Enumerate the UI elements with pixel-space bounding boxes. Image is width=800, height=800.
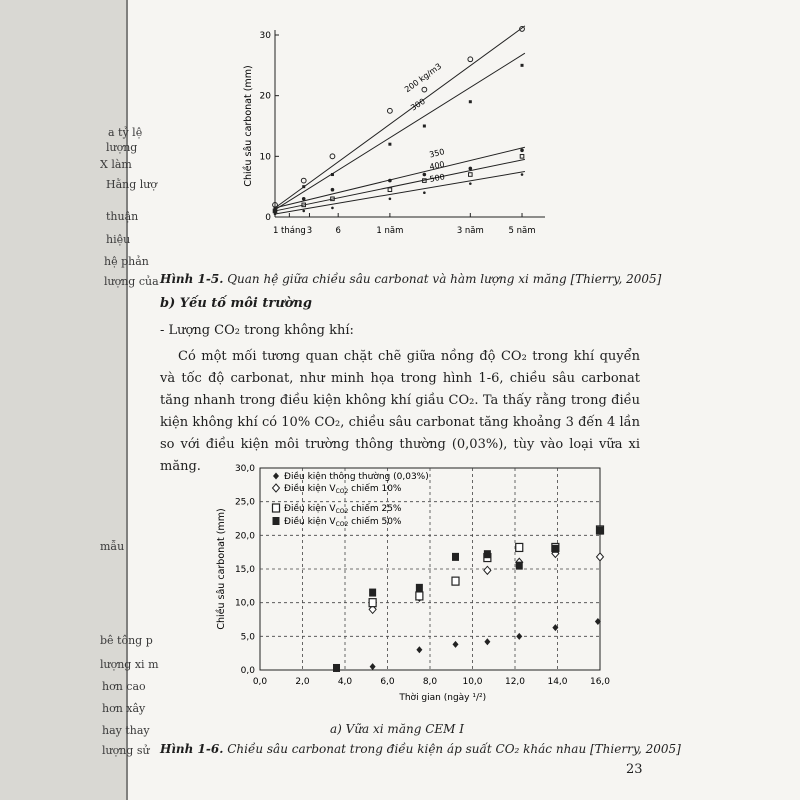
legend-entry (284, 483, 402, 495)
legend-marker (273, 504, 280, 512)
data-point (302, 210, 305, 213)
left-fragment: mẫu (100, 540, 125, 553)
legend-text: chiếm 25% (348, 504, 402, 514)
legend-subscript: CO2 (335, 488, 349, 495)
legend-text: Điều kiện V (284, 484, 336, 494)
section-heading-environment: b) Yếu tố môi trường (160, 296, 312, 311)
left-fragment: lượng của (104, 275, 159, 288)
legend-entry (284, 471, 429, 482)
data-point (331, 207, 334, 210)
x-tick-label: 1 tháng (272, 226, 306, 236)
left-fragment: thuận (106, 210, 139, 223)
data-point (369, 599, 376, 607)
data-point (330, 154, 335, 159)
figure-caption-1-6 (160, 742, 681, 756)
legend-text: chiếm 10% (348, 484, 402, 494)
data-point (469, 173, 473, 177)
data-point (416, 584, 423, 592)
x-axis-label: Thời gian (ngày ¹/²) (399, 693, 487, 703)
left-fragment: hay thay (102, 724, 150, 737)
left-fragment: Hằng lượ (106, 178, 157, 191)
paragraph-co2: Có một mối tương quan chặt chẽ giữa nồng độ CO₂ trong khí quyển và tốc độ carbonat, như minh họa trong hình 1-6, chiều sâu carbonat tăng nhanh trong điều kiện không khí giầu CO₂. Ta thấy rằng trong điều kiện không khí có 10% CO₂, chiều sâu carbonat tăng khoảng 3 đến 4 lần so với điều kiện môi trường thông thường (0,03%), tùy vào loại vữa xi măng. (160, 349, 640, 474)
data-point (423, 191, 426, 194)
legend-entry (284, 503, 402, 515)
data-point (516, 543, 523, 551)
data-point (452, 577, 459, 585)
data-point (422, 87, 427, 92)
data-point (484, 550, 491, 558)
data-point (331, 173, 334, 176)
x-tick-label: 4,0 (337, 677, 353, 687)
data-point (302, 185, 305, 188)
x-tick-label: 3 năm (456, 226, 484, 236)
data-point (370, 663, 376, 670)
x-tick-label: 12,0 (504, 677, 526, 687)
data-point (453, 641, 459, 648)
x-tick-label: 0,0 (252, 677, 268, 687)
data-point (389, 198, 392, 201)
series-label: 350 (428, 147, 446, 160)
y-tick-label: 0,0 (240, 666, 255, 676)
y-tick-label: 10,0 (234, 598, 255, 609)
x-tick-label: 10,0 (462, 677, 483, 687)
data-point (468, 57, 473, 62)
data-point (423, 125, 426, 128)
legend-marker (273, 473, 279, 480)
series-label: 300 (409, 96, 427, 113)
carbonation-co2-chart (208, 458, 628, 708)
y-tick-label: 10 (259, 152, 271, 163)
data-point (484, 566, 491, 574)
data-point (597, 527, 604, 535)
left-fragment: bê tông p (100, 634, 153, 647)
figure-number: Hình 1-6. (160, 742, 224, 756)
left-fragment: hiệu (106, 233, 131, 246)
data-point (516, 562, 523, 570)
legend-marker (273, 484, 280, 492)
series-line (275, 26, 525, 208)
carbonation-cement-chart (243, 25, 585, 265)
data-point (552, 545, 559, 553)
data-point (516, 633, 522, 640)
y-tick-label: 20,0 (234, 531, 255, 542)
left-fragment: lượng xi m (100, 658, 159, 671)
legend-marker (273, 517, 280, 525)
figure-number: Hình 1-5. (160, 272, 224, 286)
legend-entry (284, 516, 402, 528)
data-point (388, 188, 392, 192)
caption-text: Chiều sâu carbonat trong điều kiện áp suất CO₂ khác nhau [Thierry, 2005] (223, 742, 681, 756)
data-point (520, 148, 524, 152)
data-point (416, 592, 423, 600)
left-fragment: hơn xây (102, 702, 146, 715)
x-tick-label: 1 năm (376, 226, 404, 236)
x-tick-label: 6,0 (380, 677, 395, 687)
y-tick-label: 30 (259, 31, 271, 41)
figure-subcaption: a) Vữa xi măng CEM I (330, 722, 464, 736)
x-tick-label: 16,0 (589, 677, 611, 687)
y-axis-label: Chiều sâu carbonat (mm) (216, 508, 227, 630)
y-tick-label: 15,0 (234, 565, 255, 575)
data-point (387, 108, 392, 113)
data-point (597, 553, 604, 561)
data-point (302, 197, 306, 201)
series-label: 200 kg/m3 (403, 61, 444, 95)
legend-text: Điều kiện V (284, 504, 336, 514)
data-point (416, 646, 422, 653)
data-point (331, 188, 335, 192)
left-fragment: lượng (106, 141, 138, 154)
series-line (275, 159, 525, 211)
x-tick-label: 2,0 (295, 677, 310, 687)
x-tick-label: 5 năm (508, 226, 536, 236)
x-tick-label: 6 (335, 226, 341, 236)
y-tick-label: 0 (265, 213, 271, 223)
data-point (469, 100, 472, 103)
data-point (452, 553, 459, 561)
bullet-co2: - Lượng CO₂ trong không khí: (160, 323, 354, 338)
legend-subscript: CO2 (335, 521, 349, 528)
data-point (423, 173, 427, 177)
x-tick-label: 3 (306, 226, 313, 236)
y-tick-label: 20 (259, 91, 271, 102)
data-point (388, 143, 391, 146)
x-tick-label: 8,0 (422, 677, 438, 687)
data-point (388, 179, 392, 183)
left-fragment: a tỷ lệ (108, 126, 143, 139)
data-point (369, 589, 376, 597)
series-line (275, 53, 525, 210)
data-point (521, 64, 524, 67)
legend-text: Điều kiện thông thường (0,03%) (284, 472, 429, 482)
caption-text: Quan hệ giữa chiều sâu carbonat và hàm lượng xi măng [Thierry, 2005] (223, 272, 662, 286)
left-fragment: X làm (100, 158, 132, 171)
x-tick-label: 14,0 (547, 677, 568, 687)
legend-subscript: CO2 (335, 508, 349, 515)
y-axis-label: Chiều sâu carbonat (mm) (243, 65, 254, 187)
y-tick-label: 30,0 (234, 464, 255, 474)
left-fragment: hệ phản (104, 255, 149, 268)
y-tick-label: 25,0 (234, 497, 255, 508)
data-point (301, 178, 306, 183)
series-label: 400 (428, 159, 446, 172)
data-point (274, 213, 277, 216)
figure-caption-1-5 (160, 272, 661, 286)
data-point (333, 664, 340, 672)
legend-text: chiếm 50% (348, 517, 402, 527)
data-point (484, 638, 490, 645)
data-point (469, 167, 473, 171)
legend-text: Điều kiện V (284, 517, 336, 527)
data-point (521, 173, 524, 176)
left-fragment: hơn cao (102, 680, 146, 693)
y-tick-label: 5,0 (240, 632, 255, 643)
data-point (469, 182, 472, 185)
series-label: 500 (428, 172, 446, 184)
left-fragment: lượng sử (102, 744, 150, 757)
page-number: 23 (626, 762, 643, 777)
data-point (520, 155, 524, 159)
